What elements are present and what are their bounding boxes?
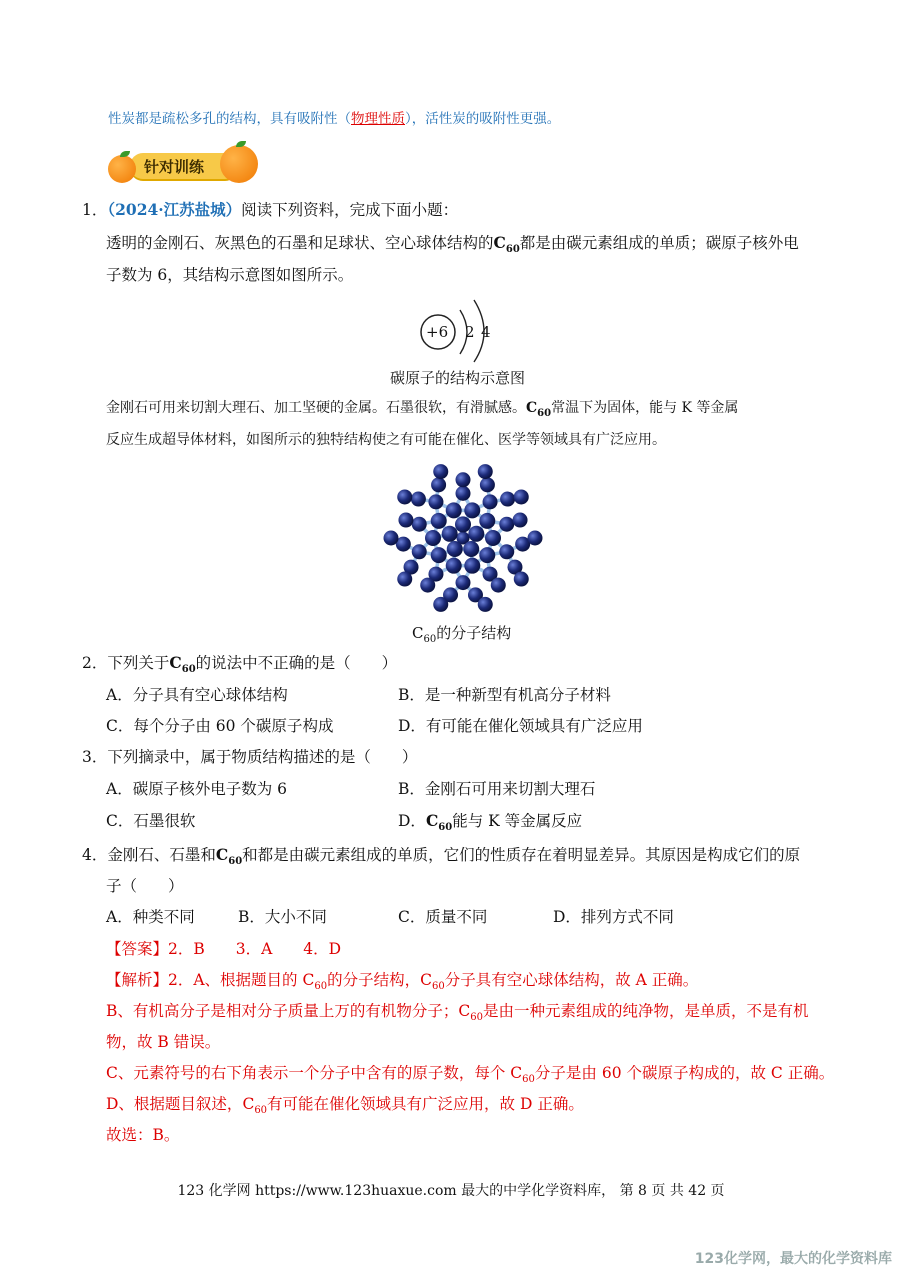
c60-atom <box>478 597 493 612</box>
c60-atom <box>455 516 471 532</box>
text: C、元素符号的右下角表示一个分子中含有的原子数，每个 <box>106 1064 511 1082</box>
c60-atom <box>479 547 495 563</box>
physical-property-term: 物理性质 <box>351 111 405 127</box>
q3-option-c[interactable]: C．石墨很软 <box>106 812 196 830</box>
text: 和都是由碳元素组成的单质，它们的性质存在着明显差异。其原因是构成它们的原 <box>242 846 801 864</box>
text: 分子是由 60 个碳原子构成的，故 C 正确。 <box>534 1064 835 1082</box>
text: 的说法中不正确的是（ ） <box>195 654 398 672</box>
c60-atom <box>431 547 447 563</box>
formula-c: C <box>302 971 315 989</box>
formula-sub: 60 <box>522 1074 535 1086</box>
watermark: 123化学网，最大的化学资料库 <box>694 1251 892 1267</box>
c60-atom <box>483 494 498 509</box>
c60-atom <box>420 578 435 593</box>
q3-option-b[interactable]: B．金刚石可用来切割大理石 <box>398 780 596 798</box>
c60-atom <box>447 541 463 557</box>
c60-atom <box>446 558 462 574</box>
analysis-line-3: 物，故 B 错误。 <box>106 1033 221 1051</box>
intro-text: 性炭都是疏松多孔的结构，具有吸附性（ <box>108 111 351 127</box>
c60-atom <box>431 513 447 529</box>
c60-atom <box>446 502 462 518</box>
text: B、有机高分子是相对分子质量上万的有机物分子； <box>106 1002 459 1020</box>
c60-atom <box>456 472 471 487</box>
c60-atom <box>425 530 441 546</box>
formula-c: C <box>242 1095 255 1113</box>
c60-atom <box>464 558 480 574</box>
analysis-line-6: 故选：B。 <box>106 1126 180 1144</box>
q4-option-c[interactable]: C．质量不同 <box>398 908 488 926</box>
c60-atom <box>514 572 529 587</box>
c60-atom <box>468 526 484 542</box>
badge-title: 针对训练 <box>144 158 205 176</box>
nucleus-charge: +6 <box>426 323 449 341</box>
c60-atom <box>491 578 506 593</box>
analysis-line-4 <box>106 1062 834 1091</box>
c60-caption <box>412 622 511 645</box>
formula-c: C <box>215 845 229 864</box>
q4-stem <box>82 844 800 873</box>
orange-icon <box>220 145 258 183</box>
analysis-line-2 <box>106 1000 809 1029</box>
q2-number: 2． <box>82 654 108 672</box>
formula-sub: 60 <box>537 407 552 419</box>
c60-atom <box>428 494 443 509</box>
text: 下列关于 <box>107 654 170 672</box>
formula-sub: 60 <box>181 664 196 676</box>
q1-para1-line2: 子数为 6，其结构示意图如图所示。 <box>106 266 354 284</box>
formula-sub: 60 <box>423 634 437 645</box>
q3-option-d[interactable] <box>398 810 582 839</box>
shell2-electrons: 4 <box>481 323 491 341</box>
formula-c: C <box>169 653 182 672</box>
c60-atom <box>479 513 495 529</box>
text: 都是由碳元素组成的单质；碳原子核外电 <box>519 234 799 252</box>
c60-atoms <box>384 464 543 612</box>
c60-atom <box>499 517 514 532</box>
q4-number: 4． <box>82 846 108 864</box>
q3-number: 3． <box>82 748 108 766</box>
text: 金刚石可用来切割大理石、加工坚硬的金属。石墨很软，有滑腻感。 <box>106 400 526 416</box>
answer-line: 【答案】2．B 3．A 4．D <box>106 940 342 958</box>
intro-text-end: ），活性炭的吸附性更强。 <box>405 111 561 127</box>
formula-sub: 60 <box>431 981 445 993</box>
c60-atom <box>456 575 471 590</box>
formula-c: C <box>458 1002 471 1020</box>
text: 透明的金刚石、灰黑色的石墨和足球状、空心球体结构的 <box>106 234 494 252</box>
text: 分子具有空心球体结构，故 A 正确。 <box>444 971 699 989</box>
q3-stem <box>82 746 417 768</box>
formula-c: C <box>493 233 506 252</box>
text: 有可能在催化领域具有广泛应用，故 D 正确。 <box>267 1095 584 1113</box>
formula-sub: 60 <box>254 1105 268 1117</box>
page-footer: 123 化学网 https://www.123huaxue.com 最大的中学化学资料库， 第 8 页 共 42 页 <box>177 1183 725 1199</box>
c60-atom <box>397 489 412 504</box>
atom-caption: 碳原子的结构示意图 <box>390 369 526 387</box>
q2-option-b[interactable]: B．是一种新型有机高分子材料 <box>398 686 611 704</box>
formula-c: C <box>420 971 432 989</box>
c60-atom <box>433 597 448 612</box>
text: 能与 K 等金属反应 <box>452 812 583 830</box>
c60-atom <box>412 544 427 559</box>
c60-atom <box>433 464 448 479</box>
q1-prompt: 阅读下列资料，完成下面小题： <box>241 201 459 219</box>
analysis-line-1 <box>106 969 698 998</box>
formula-sub: 60 <box>505 244 520 256</box>
c60-atom <box>464 502 480 518</box>
text: 金刚石、石墨和 <box>107 846 216 864</box>
c60-atom <box>456 486 471 501</box>
q4-option-a[interactable]: A．种类不同 <box>106 908 195 926</box>
q2-option-d[interactable]: D．有可能在催化领域具有广泛应用 <box>398 717 643 735</box>
c60-atom <box>463 541 479 557</box>
section-badge <box>108 145 258 189</box>
formula-sub: 60 <box>470 1012 484 1024</box>
q4-stem-line2: 子（ ） <box>106 877 184 895</box>
c60-atom <box>528 531 543 546</box>
c60-atom <box>412 517 427 532</box>
text: 的分子结构， <box>327 971 421 989</box>
c60-atom <box>384 531 399 546</box>
formula-sub: 60 <box>314 981 328 993</box>
q4-option-d[interactable]: D．排列方式不同 <box>553 908 674 926</box>
formula-sub: 60 <box>438 822 453 834</box>
c60-molecule-image <box>380 460 546 616</box>
text: 【解析】2．A、根据题目的 <box>106 971 303 989</box>
text: D． <box>398 812 426 830</box>
text: 下列摘录中，属于物质结构描述的是（ ） <box>107 748 418 766</box>
q1-header <box>82 199 458 221</box>
q2-option-c[interactable]: C．每个分子由 60 个碳原子构成 <box>106 717 334 735</box>
c60-atom <box>485 530 501 546</box>
text: 常温下为固体，能与 K 等金属 <box>551 400 739 416</box>
text: 是由一种元素组成的纯净物，是单质，不是有机 <box>483 1002 809 1020</box>
c60-atom <box>442 526 458 542</box>
formula-c: C <box>526 400 538 416</box>
formula-sub: 60 <box>228 856 243 868</box>
c60-atom <box>397 572 412 587</box>
q1-number: 1． <box>82 201 108 219</box>
q1-source: （2024·江苏盐城） <box>107 200 242 219</box>
shell1-electrons: 2 <box>465 323 475 341</box>
c60-atom <box>480 477 495 492</box>
q1-para2-line1 <box>106 397 738 425</box>
c60-atom <box>478 464 493 479</box>
c60-atom <box>411 492 426 507</box>
text: D、根据题目叙述， <box>106 1095 243 1113</box>
q4-option-b[interactable]: B．大小不同 <box>238 908 327 926</box>
q2-stem <box>82 652 397 681</box>
analysis-line-5 <box>106 1093 584 1122</box>
q3-option-a[interactable]: A．碳原子核外电子数为 6 <box>106 780 287 798</box>
q1-para1-line1 <box>106 232 799 261</box>
c60-atom <box>514 489 529 504</box>
q2-option-a[interactable]: A．分子具有空心球体结构 <box>106 686 288 704</box>
c60-atom <box>398 513 413 528</box>
formula-c: C <box>425 811 439 830</box>
formula-c: C <box>412 624 424 642</box>
q1-para2-line2: 反应生成超导体材料，如图所示的独特结构使之有可能在催化、医学等领域具有广泛应用。 <box>106 432 666 448</box>
orange-icon <box>108 155 136 183</box>
c60-atom <box>500 492 515 507</box>
c60-atom <box>513 513 528 528</box>
intro-line <box>108 108 560 130</box>
c60-atom <box>499 544 514 559</box>
formula-c: C <box>510 1064 523 1082</box>
c60-atom <box>431 477 446 492</box>
caption-text: 的分子结构 <box>436 624 512 642</box>
